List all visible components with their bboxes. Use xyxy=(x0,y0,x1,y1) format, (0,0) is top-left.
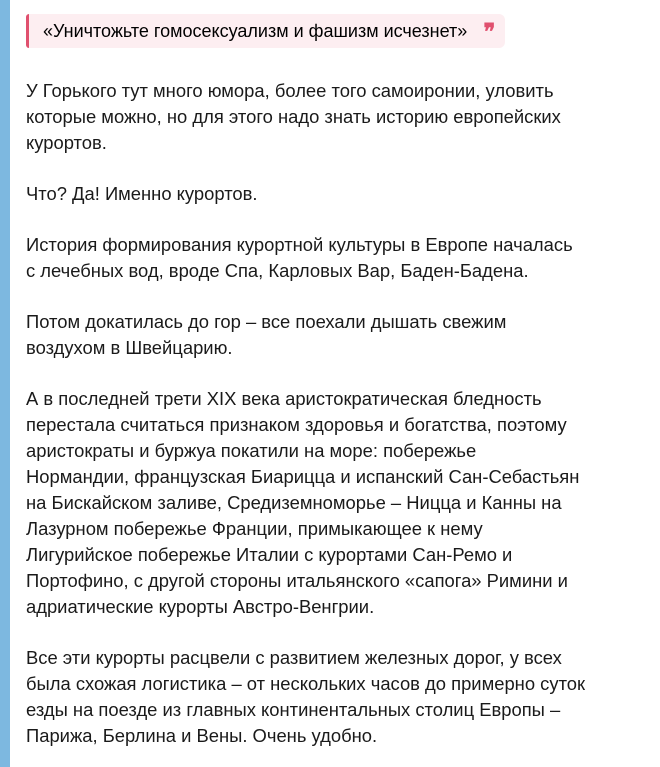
post-card xyxy=(10,0,660,767)
text-line: адриатические курорты Австро-Венгрии. xyxy=(26,596,375,617)
text-line: аристократы и буржуа покатили на море: побережье xyxy=(26,440,477,461)
text-line: Лазурном побережье Франции, примыкающее к нему xyxy=(26,518,483,539)
quote-banner[interactable] xyxy=(26,14,505,48)
post-body xyxy=(26,78,646,767)
text-line: Портофино, с другой стороны итальянского «сапога» Римини и xyxy=(26,570,568,591)
text-line: с лечебных вод, вроде Спа, Карловых Вар, Баден-Бадена. xyxy=(26,260,529,281)
text-line: История формирования курортной культуры в Европе началась xyxy=(26,234,573,255)
paragraph xyxy=(26,309,646,361)
text-line: на Бискайском заливе, Средиземноморье – Ницца и Канны на xyxy=(26,492,562,513)
text-line: Нормандии, французская Биарицца и испанский Сан-Себастьян xyxy=(26,466,580,487)
text-line: Потом докатилась до гор – все поехали дышать свежим xyxy=(26,311,507,332)
text-line: А в последней трети XIX века аристократическая бледность xyxy=(26,388,542,409)
text-line: перестала считаться признаком здоровья и богатства, поэтому xyxy=(26,414,567,435)
paragraph xyxy=(26,232,646,284)
paragraph xyxy=(26,645,646,749)
closing-quote-icon: ❞ xyxy=(483,19,496,45)
quote-text: «Уничтожьте гомосексуализм и фашизм исчезнет» xyxy=(43,20,468,41)
text-line: У Горького тут много юмора, более того самоиронии, уловить xyxy=(26,80,554,101)
text-line: которые можно, но для этого надо знать историю европейских xyxy=(26,106,561,127)
text-line: курортов. xyxy=(26,132,107,153)
text-line: Все эти курорты расцвели с развитием железных дорог, у всех xyxy=(26,647,562,668)
text-line: Что? Да! Именно курортов. xyxy=(26,183,258,204)
text-line: Парижа, Берлина и Вены. Очень удобно. xyxy=(26,725,378,746)
paragraph xyxy=(26,78,646,156)
text-line: Лигурийское побережье Италии с курортами Сан-Ремо и xyxy=(26,544,513,565)
text-line: езды на поезде из главных континентальных столиц Европы – xyxy=(26,699,561,720)
paragraph xyxy=(26,181,646,207)
text-line: была схожая логистика – от нескольких часов до примерно суток xyxy=(26,673,586,694)
text-line: воздухом в Швейцарию. xyxy=(26,337,233,358)
paragraph xyxy=(26,386,646,620)
